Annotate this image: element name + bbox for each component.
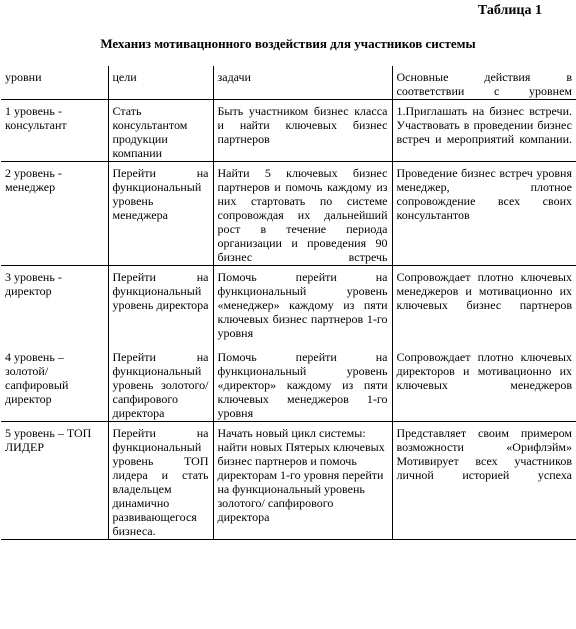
cell-goal: Перейти на функциональный уровень золотого/сапфирового директора xyxy=(108,346,213,422)
cell-tasks: Найти 5 ключевых бизнес партнеров и помочь каждому из них стартовать по системе сопровождая их дальнейший рост в течение периода организации и проведения 90 бизнес встречь xyxy=(213,162,392,266)
table-header-row xyxy=(1,66,576,100)
cell-goal: Перейти на функциональный уровень ТОП лидера и стать владельцем динамично развивающегося бизнеса. xyxy=(108,422,213,540)
table-row xyxy=(1,100,576,162)
cell-tasks: Помочь перейти на функциональный уровень «менеджер» каждому из пяти ключевых бизнес партнеров 1-го уровня xyxy=(213,266,392,347)
cell-level: 1 уровень - консультант xyxy=(1,100,108,162)
cell-level: 2 уровень - менеджер xyxy=(1,162,108,266)
table-caption: Таблица 1 xyxy=(477,3,542,18)
cell-actions: Проведение бизнес встреч уровня менеджер, плотное сопровождение всех своих консультантов xyxy=(392,162,576,266)
header-levels: уровни xyxy=(1,66,108,100)
cell-tasks: Начать новый цикл системы: найти новых Пятерых ключевых бизнес партнеров и помочь директорам 1-го уровня перейти на функциональный уровень золотого/ сапфирового директора xyxy=(213,422,392,540)
cell-level: 3 уровень - директор xyxy=(1,266,108,347)
motivation-table xyxy=(1,66,576,540)
table-row xyxy=(1,266,576,347)
cell-tasks: Помочь перейти на функциональный уровень «директор» каждому из пяти ключевых менеджеров 1-го уровня xyxy=(213,346,392,422)
header-goals: цели xyxy=(108,66,213,100)
table-row xyxy=(1,162,576,266)
table-row xyxy=(1,422,576,540)
cell-goal: Стать консультантом продукции компании xyxy=(108,100,213,162)
table-title: Механиз мотивацнонного воздействия для участников системы xyxy=(100,36,476,51)
cell-actions: Представляет своим примером возможности «Орифлэйм» Мотивирует всех участников личной историей успеха xyxy=(392,422,576,540)
cell-actions: 1.Приглашать на бизнес встречи. Участвовать в проведении бизнес встреч и мероприятий компании. xyxy=(392,100,576,162)
cell-actions: Сопровождает плотно ключевых директоров и мотивационно их ключевых менеджеров xyxy=(392,346,576,422)
header-tasks: задачи xyxy=(213,66,392,100)
table-row xyxy=(1,346,576,422)
cell-level: 4 уровень – золотой/сапфировый директор xyxy=(1,346,108,422)
header-actions: Основные действия в соответствии с уровнем xyxy=(392,66,576,100)
cell-goal: Перейти на функциональный уровень менеджера xyxy=(108,162,213,266)
cell-level: 5 уровень – ТОП ЛИДЕР xyxy=(1,422,108,540)
cell-tasks: Быть участником бизнес класса и найти ключевых бизнес партнеров xyxy=(213,100,392,162)
cell-actions: Сопровождает плотно ключевых менеджеров и мотивационно их ключевых бизнес партнеров xyxy=(392,266,576,347)
cell-goal: Перейти на функциональный уровень директора xyxy=(108,266,213,347)
